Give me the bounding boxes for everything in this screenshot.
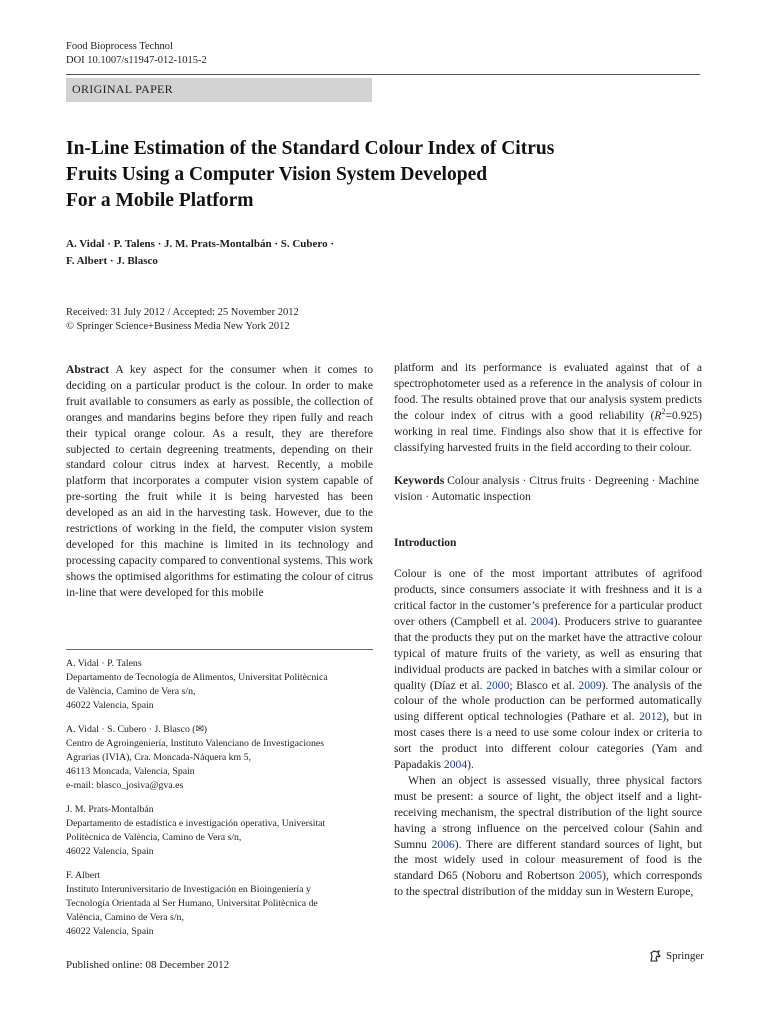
publisher-name: Springer (666, 950, 704, 962)
keywords (394, 473, 702, 505)
introduction-paragraph (394, 566, 702, 773)
header-rule (66, 74, 700, 75)
abstract-text: A key aspect for the consumer when it comes to deciding on a particular product is the colour. In order to make fruit available to consumers as early as possible, the collection of oranges and mandarins begins before they ripen fully and reach their typical orange colour. As a result, they are therefore subjected to certain degreening treatments, depending on their standard colour citrus index at harvest. Recently, a mobile platform that incorporates a computer vision system capable of pre-sorting the fruit while it is being harvested has been developed as an aid in the harvesting task. However, due to the restrictions of working in the field, the computer vision system developed for this machine is limited in its technology and processing capacity compared to conventional systems. This work shows the optimised algorithms for estimating the colour of citrus in-line that were developed for this mobile (66, 363, 373, 599)
doi: DOI 10.1007/s11947-012-1015-2 (66, 55, 207, 66)
r-squared-value: =0.925 (665, 408, 699, 422)
paragraph-text: ). The analysis of the colour of the whole production can be performed automatically using different optical technologies (Pathare et al. (394, 678, 702, 724)
journal-header (66, 40, 207, 68)
abstract-label: Abstract (66, 363, 110, 376)
springer-horse-icon (648, 949, 662, 963)
citation-link[interactable]: 2004 (443, 758, 468, 772)
email-address[interactable]: e-mail: blasco_josiva@gva.es (66, 780, 184, 791)
affiliation-line: A. Vidal · S. Cubero · J. Blasco (✉) (66, 724, 208, 735)
paragraph-text: ). Producers strive to guarantee that the products they put on the market have the attractive colour typical of mature fruits of the variety, as well as ensuring that individual products are packed in batches with a similar colour or quality (Díaz et al. (394, 614, 702, 692)
introduction-paragraph (394, 773, 702, 900)
journal-name: Food Bioprocess Technol (66, 41, 173, 52)
affiliation-line: de València, Camino de Vera s/n, (66, 686, 196, 697)
affiliation-block (66, 723, 373, 793)
affiliation-block (66, 657, 373, 713)
citation-link[interactable]: 2012 (639, 710, 663, 724)
paragraph-text: ), but in most cases there is a need to use some colour index or criteria to sort the product into different colour categories (Yam and Papadakis (394, 710, 702, 772)
title-line: For a Mobile Platform (66, 190, 254, 211)
r-squared-symbol: R (654, 408, 662, 422)
citation-link[interactable]: 2000 (486, 678, 510, 692)
affiliation-line: 46022 Valencia, Spain (66, 926, 154, 937)
affiliation-line: Departamento de Tecnología de Alimentos, Universitat Politècnica (66, 672, 328, 683)
affiliation-line: Departamento de estadística e investigación operativa, Universitat (66, 818, 326, 829)
citation-link[interactable]: 2009 (578, 678, 602, 692)
keywords-label: Keywords (394, 474, 445, 488)
copyright: © Springer Science+Business Media New York 2012 (66, 321, 290, 332)
affiliation-line: Instituto Interuniversitario de Investigación en Bioingeniería y (66, 884, 311, 895)
right-column (394, 360, 702, 900)
affiliation-block (66, 803, 373, 859)
title-line: Fruits Using a Computer Vision System Developed (66, 164, 488, 185)
affiliations (66, 657, 373, 949)
article-type-badge: ORIGINAL PAPER (66, 78, 372, 102)
title-line: In-Line Estimation of the Standard Colour Index of Citrus (66, 138, 555, 159)
affiliation-line: A. Vidal · P. Talens (66, 658, 142, 669)
affiliation-line: Centro de Agroingeniería, Instituto Valenciano de Investigaciones (66, 738, 325, 749)
authors-line: A. Vidal · P. Talens · J. M. Prats-Montalbán · S. Cubero · (66, 238, 335, 250)
paragraph-text: ; Blasco et al. (509, 678, 579, 692)
paragraph-text: ). There are different standard sources of light, but the most widely used in colour measurement of food is the standard D65 (Noboru and Robertson (394, 837, 702, 883)
affiliation-block (66, 869, 373, 939)
citation-link[interactable]: 2005 (578, 869, 603, 883)
affiliation-line: 46113 Moncada, Valencia, Spain (66, 766, 195, 777)
citation-link[interactable]: 2004 (530, 614, 554, 628)
affiliation-line: Politècnica de València, Camino de Vera s/n, (66, 832, 242, 843)
publication-dates (66, 306, 299, 334)
published-online: Published online: 08 December 2012 (66, 959, 230, 971)
affiliation-line: F. Albert (66, 870, 101, 881)
received-accepted: Received: 31 July 2012 / Accepted: 25 November 2012 (66, 307, 299, 318)
citation-link[interactable]: 2006 (431, 837, 455, 851)
paragraph-text: ). (467, 758, 474, 772)
abstract-text: ) working in real time. Findings also show that it is effective for classifying harvested fruits in the field according to their colour. (394, 408, 702, 454)
abstract-continuation (394, 360, 702, 455)
r-squared-exponent: 2 (661, 406, 666, 416)
paragraph-text: When an object is assessed visually, three physical factors must be present: a source of light, the object itself and a light-receiving mechanism, the spectral distribution of the light source having a strong influence on the perceived colour (Sahin and Sumnu (394, 773, 702, 851)
introduction-heading: Introduction (394, 537, 457, 550)
affiliation-line: 46022 Valencia, Spain (66, 700, 154, 711)
affiliation-line: 46022 Valencia, Spain (66, 846, 154, 857)
affiliation-line: Tecnología Orientada al Ser Humano, Universitat Politècnica de (66, 898, 318, 909)
authors-line: F. Albert · J. Blasco (66, 255, 158, 267)
paragraph-text: ), which corresponds to the spectral distribution of the midday sun in Western Europe, (394, 869, 702, 899)
affiliation-line: València, Camino de Vera s/n, (66, 912, 184, 923)
abstract-left-column (66, 362, 373, 601)
keywords-text: Colour analysis · Citrus fruits · Degreening · Machine vision · Automatic inspection (394, 474, 699, 504)
paper-title (66, 136, 686, 214)
author-list (66, 236, 606, 270)
abstract-text: platform and its performance is evaluated against that of a spectrophotometer used as a reference in the analysis of colour in food. The results obtained prove that our analysis system predicts the colour index of citrus with a good reliability ( (394, 361, 702, 422)
publisher-logo (648, 949, 704, 963)
affiliation-line: J. M. Prats-Montalbán (66, 804, 154, 815)
affiliation-line: Agrarias (IVIA), Cra. Moncada-Náquera km 5, (66, 752, 251, 763)
paragraph-text: Colour is one of the most important attributes of agrifood products, since consumers associate it with freshness and it is a critical factor in the customer’s preference for a particular product over others (Campbell et al. (394, 567, 702, 628)
affiliation-separator (66, 649, 373, 650)
